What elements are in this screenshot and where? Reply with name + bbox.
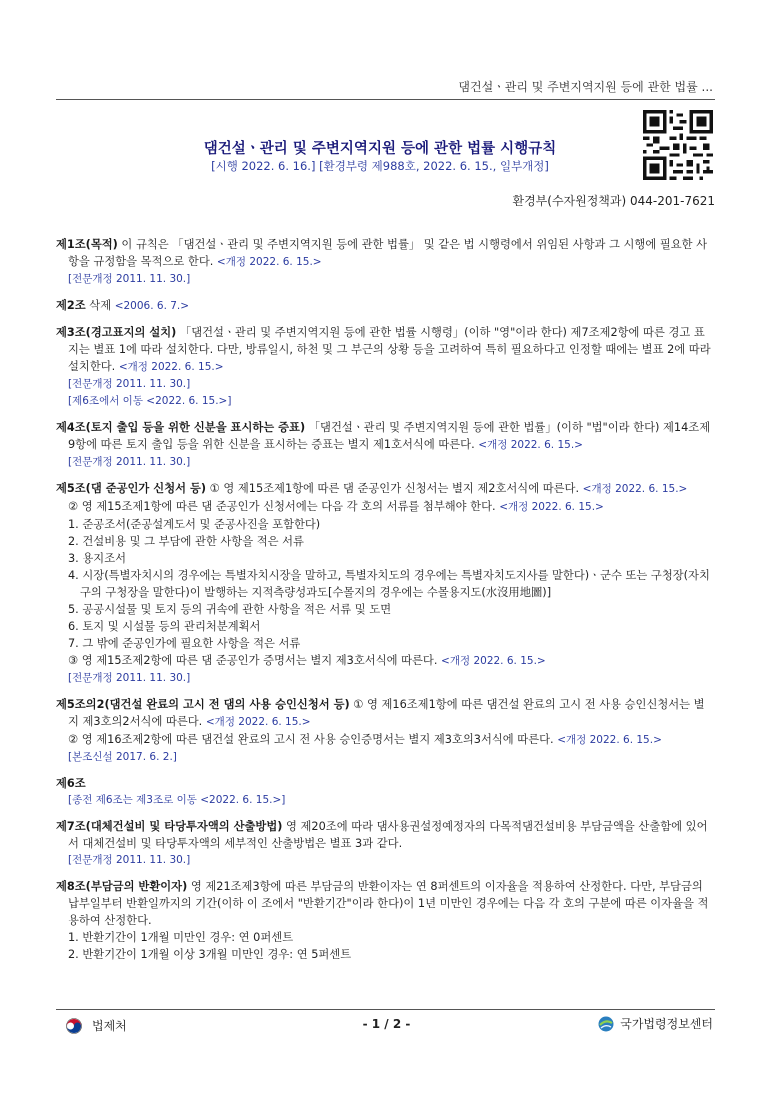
- article-paragraph: ② 영 제15조제1항에 따른 댐 준공인가 신청서에는 다음 각 호의 서류를 첨부해야 한다. <개정 2022. 6. 15.>: [68, 500, 604, 513]
- article: [56, 775, 715, 809]
- article: [56, 297, 715, 315]
- article-text: 영 제20조에 따라 댐사용권설정예정자의 다목적댐건설비용 부담금액을 산출함에 있어서 대체건설비 및 타당투자액의 세부적인 산출방법은 별표 3과 같다.: [68, 820, 708, 850]
- articles-body: [56, 236, 715, 963]
- revision-tag: <개정 2022. 6. 15.>: [205, 716, 311, 728]
- ministry-contact: 환경부(수자원정책과) 044-201-7621: [512, 194, 715, 208]
- article-paragraph: ② 영 제16조제2항에 따른 댐건설 완료의 고시 전 사용 승인증명서는 별지 제3호의3서식에 따른다. <개정 2022. 6. 15.>: [68, 733, 662, 746]
- list-item: 7. 그 밖에 준공인가에 필요한 사항을 적은 서류: [68, 637, 301, 650]
- revision-tag: <개정 2022. 6. 15.>: [441, 655, 546, 667]
- list-item: 2. 건설비용 및 그 부담에 관한 사항을 적은 서류: [68, 535, 304, 548]
- article-paragraph: ③ 영 제15조제2항에 따른 댐 준공인가 증명서는 별지 제3호서식에 따른다. <개정 2022. 6. 15.>: [68, 654, 546, 667]
- footer-source-label: 법제처: [92, 1019, 127, 1033]
- article-text: 「댐건설ㆍ관리 및 주변지역지원 등에 관한 법률 시행령」(이하 "영"이라 한다) 제7조제2항에 따른 경고 표지는 별표 1에 따라 설치한다. 다만, 방류일시, 하천 및 그 부근의 상황 등을 고려하여 특히 필요하다고 인정할 때에는 별표 2에 따라 설치한다.: [68, 326, 711, 373]
- article: [56, 818, 715, 869]
- list-item: 1. 준공조서(준공설계도서 및 준공사진을 포함한다): [68, 518, 321, 531]
- article: [56, 324, 715, 410]
- list-item: 6. 토지 및 시설물 등의 관리처분계획서: [68, 620, 261, 633]
- article-text: 「댐건설ㆍ관리 및 주변지역지원 등에 관한 법률」(이하 "법"이라 한다) 제14조제9항에 따른 토지 출입 등을 위한 신분을 표시하는 증표는 별지 제1호서식에 따른다.: [68, 421, 711, 451]
- list-item: 2. 반환기간이 1개월 이상 3개월 미만인 경우: 연 5퍼센트: [68, 948, 352, 961]
- article: [56, 236, 715, 288]
- article-text: ① 영 제16조제1항에 따른 댐건설 완료의 고시 전 사용 승인신청서는 별지 제3호의2서식에 따른다.: [68, 698, 705, 728]
- article-text: 영 제21조제3항에 따른 부담금의 반환이자는 연 8퍼센트의 이자율을 적용하여 산정한다. 다만, 부담금의 납부일부터 반환일까지의 기간(이하 이 조에서 "반환기간"이라 한다)이 1년 미만인 경우에는 다음 각 호의 구분에 따른 이자율을 적용하여 산정한다.: [68, 880, 709, 927]
- article-title: 제7조(대체건설비 및 타당투자액의 산출방법): [56, 820, 283, 833]
- footer-center-label: 국가법령정보센터: [620, 1017, 713, 1031]
- article-text: 이 규칙은 「댐건설ㆍ관리 및 주변지역지원 등에 관한 법률」 및 같은 법 시행령에서 위임된 사항과 그 시행에 필요한 사항을 규정함을 목적으로 한다.: [68, 238, 708, 268]
- article-title: 제8조(부담금의 반환이자): [56, 880, 188, 893]
- document-title: 댐건설ㆍ관리 및 주변지역지원 등에 관한 법률 시행규칙: [203, 141, 557, 157]
- article: [56, 480, 715, 687]
- list-item: 5. 공공시설물 및 토지 등의 귀속에 관한 사항을 적은 서류 및 도면: [68, 603, 392, 616]
- revision-tag: <개정 2022. 6. 15.>: [499, 501, 604, 513]
- revision-tag: <2006. 6. 7.>: [114, 300, 190, 312]
- article-title: 제5조(댐 준공인가 신청서 등): [56, 482, 207, 495]
- article-text: 삭제: [85, 299, 115, 312]
- article-title: 제2조: [56, 299, 86, 312]
- footer-right: [598, 1015, 713, 1032]
- revision-tag: <개정 2022. 6. 15.>: [118, 361, 224, 373]
- revision-tag: <개정 2022. 6. 15.>: [582, 483, 688, 495]
- article-note: [전문개정 2011. 11. 30.]: [68, 672, 191, 684]
- article-title: 제1조(목적): [56, 238, 118, 251]
- article-title: 제5조의2(댐건설 완료의 고시 전 댐의 사용 승인신청서 등): [56, 698, 350, 711]
- list-item: 3. 용지조서: [68, 552, 127, 565]
- article-note: [본조신설 2017. 6. 2.]: [68, 751, 177, 763]
- globe-logo-icon: [598, 1016, 614, 1032]
- article-note: [전문개정 2011. 11. 30.]: [68, 854, 191, 866]
- article: [56, 419, 715, 471]
- article-note: [제6조에서 이동 <2022. 6. 15.>]: [68, 395, 232, 407]
- article-title: 제4조(토지 출입 등을 위한 신분을 표시하는 증표): [56, 421, 306, 434]
- list-item: 4. 시장(특별자치시의 경우에는 특별자치시장을 말하고, 특별자치도의 경우에는 특별자치도지사를 말한다)ㆍ군수 또는 구청장(자치구의 구청장을 말한다)이 발행하는 지적측량성과도[수몰지의 경우에는 수몰용지도(水沒用地圖)]: [68, 569, 710, 599]
- page-number: - 1 / 2 -: [362, 1017, 411, 1031]
- header-rule: [56, 99, 715, 100]
- revision-tag: <개정 2022. 6. 15.>: [557, 734, 662, 746]
- revision-tag: <개정 2022. 6. 15.>: [216, 256, 322, 268]
- revision-tag: <개정 2022. 6. 15.>: [478, 439, 583, 451]
- footer-rule: [56, 1009, 715, 1010]
- article-title: 제3조(경고표지의 설치): [56, 326, 177, 339]
- article-note: [전문개정 2011. 11. 30.]: [68, 456, 191, 468]
- article-note: [전문개정 2011. 11. 30.]: [68, 378, 191, 390]
- article-note: [종전 제6조는 제3조로 이동 <2022. 6. 15.>]: [68, 794, 286, 806]
- list-item: 1. 반환기간이 1개월 미만인 경우: 연 0퍼센트: [68, 931, 294, 944]
- article: [56, 696, 715, 766]
- article-note: [전문개정 2011. 11. 30.]: [68, 273, 191, 285]
- document-subtitle: [시행 2022. 6. 16.] [환경부령 제988호, 2022. 6. 15., 일부개정]: [211, 159, 549, 173]
- running-header: 댐건설ㆍ관리 및 주변지역지원 등에 관한 법률 ...: [458, 80, 713, 94]
- article-title: 제6조: [56, 777, 86, 790]
- article: [56, 878, 715, 963]
- article-text: ① 영 제15조제1항에 따른 댐 준공인가 신청서는 별지 제2호서식에 따른다.: [206, 482, 583, 495]
